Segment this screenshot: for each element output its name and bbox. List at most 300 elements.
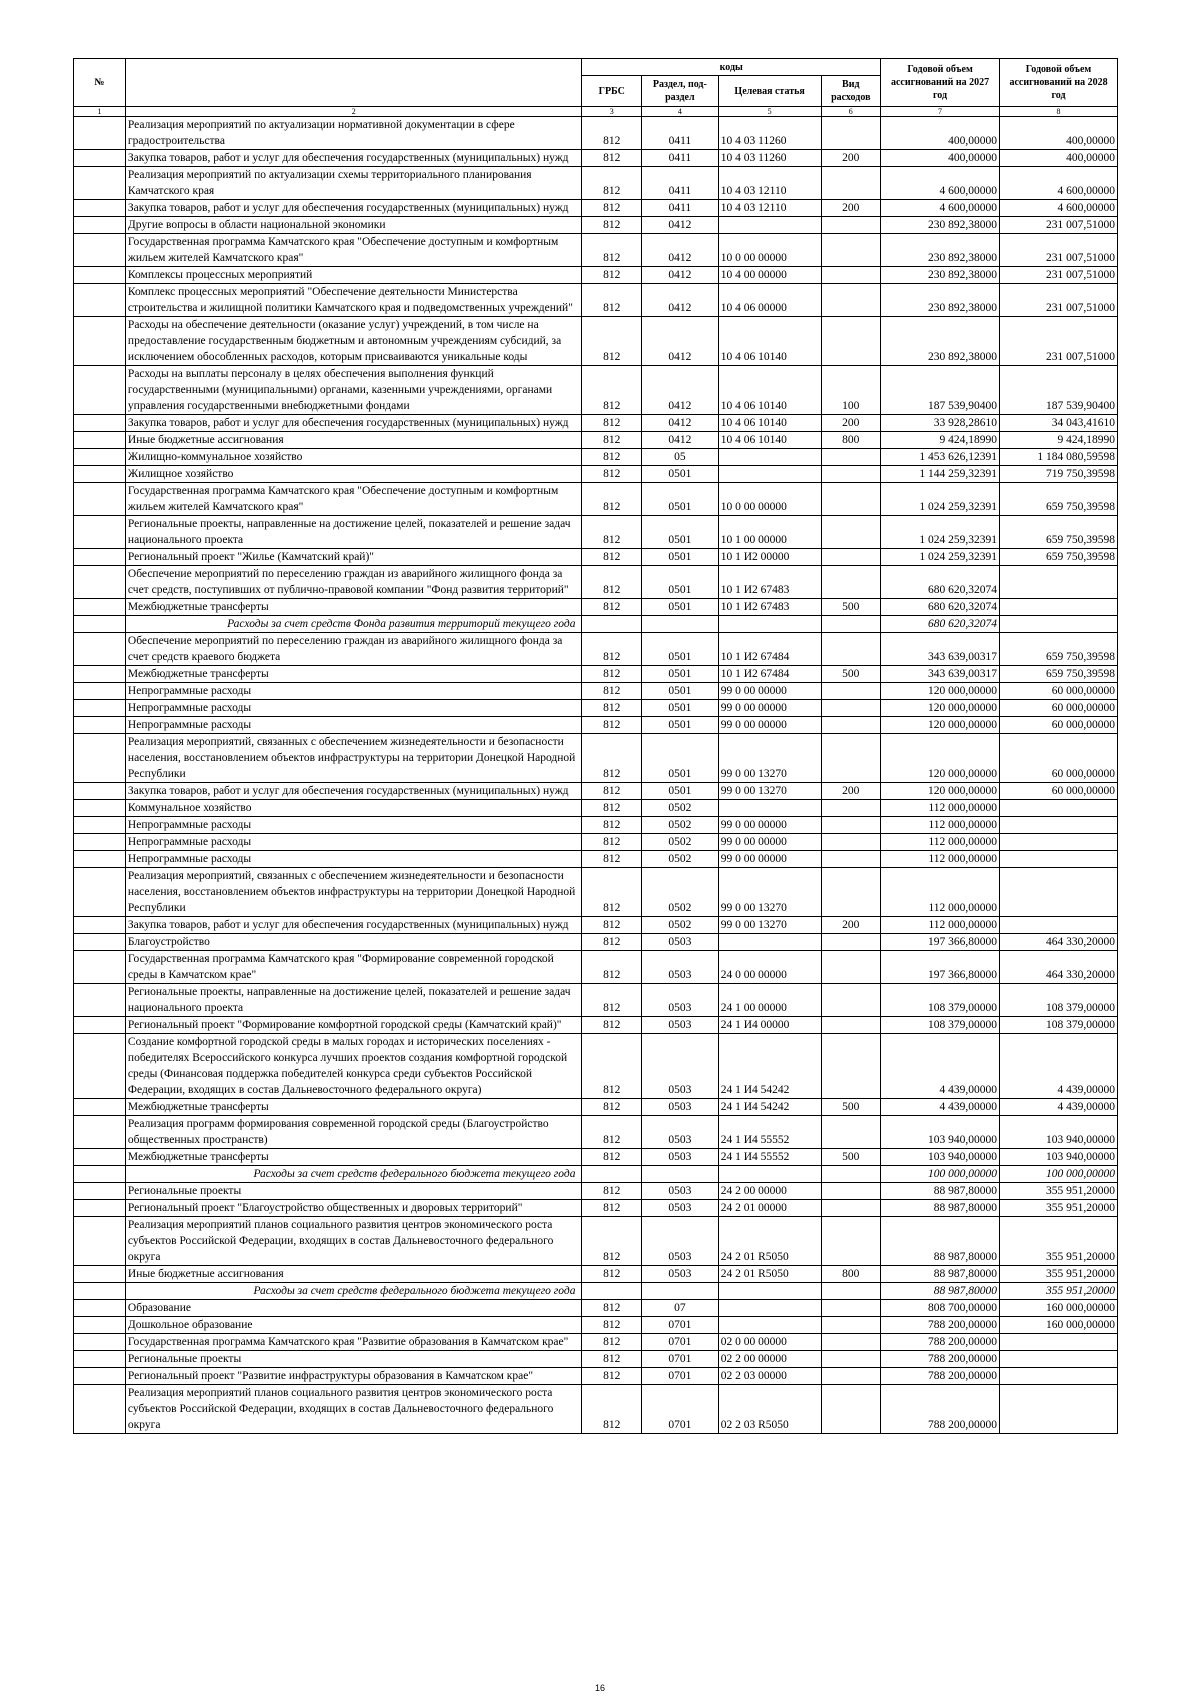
table-row [74,415,1118,432]
row-expense-type [821,1200,881,1217]
row-number [74,200,126,217]
row-amount-2027: 88 987,80000 [881,1266,1000,1283]
row-expense-type [821,700,881,717]
row-name: Государственная программа Камчатского края "Обеспечение доступным и комфортным жильем жителей Камчатского края" [125,483,582,516]
row-grbs: 812 [582,1149,642,1166]
row-section: 0412 [641,284,718,317]
row-number [74,1166,126,1183]
row-expense-type [821,516,881,549]
row-grbs: 812 [582,516,642,549]
row-amount-2027: 230 892,38000 [881,217,1000,234]
table-row [74,1116,1118,1149]
row-amount-2028: 1 184 080,59598 [1000,449,1118,466]
table-row [74,868,1118,917]
row-target-article [718,1300,821,1317]
row-amount-2027: 1 024 259,32391 [881,549,1000,566]
header-expense-type: Вид расходов [821,76,881,107]
row-name: Закупка товаров, работ и услуг для обеспечения государственных (муниципальных) нужд [125,415,582,432]
row-name: Жилищно-коммунальное хозяйство [125,449,582,466]
row-number [74,217,126,234]
row-amount-2028: 160 000,00000 [1000,1300,1118,1317]
row-expense-type: 200 [821,150,881,167]
row-amount-2027: 230 892,38000 [881,234,1000,267]
row-target-article: 24 1 00 00000 [718,984,821,1017]
row-name: Региональные проекты [125,1351,582,1368]
row-target-article: 24 1 И4 54242 [718,1099,821,1116]
column-number: 4 [641,107,718,117]
table-row [74,167,1118,200]
row-name: Региональные проекты, направленные на достижение целей, показателей и решение задач национального проекта [125,516,582,549]
row-name: Расходы на обеспечение деятельности (оказание услуг) учреждений, в том числе на предоставление государственным бюджетным и автономным учреждениям субсидий, за исключением обособленных расходов, которым присваиваются уникальные коды [125,317,582,366]
row-number [74,432,126,449]
row-number [74,616,126,633]
row-number [74,549,126,566]
row-section: 0412 [641,234,718,267]
row-target-article: 10 1 И2 67484 [718,666,821,683]
table-row [74,449,1118,466]
row-grbs: 812 [582,1034,642,1099]
row-number [74,234,126,267]
row-amount-2028: 60 000,00000 [1000,717,1118,734]
row-amount-2028 [1000,599,1118,616]
row-amount-2028: 34 043,41610 [1000,415,1118,432]
row-name: Государственная программа Камчатского края "Развитие образования в Камчатском крае" [125,1334,582,1351]
row-expense-type: 500 [821,1099,881,1116]
row-amount-2027: 400,00000 [881,150,1000,167]
row-target-article [718,934,821,951]
row-name: Непрограммные расходы [125,683,582,700]
row-amount-2027: 120 000,00000 [881,700,1000,717]
row-grbs: 812 [582,800,642,817]
row-amount-2027: 120 000,00000 [881,717,1000,734]
column-number: 5 [718,107,821,117]
row-number [74,466,126,483]
row-number [74,483,126,516]
row-number [74,783,126,800]
row-section: 0411 [641,117,718,150]
row-section: 0501 [641,734,718,783]
row-amount-2027: 120 000,00000 [881,683,1000,700]
row-grbs: 812 [582,666,642,683]
row-grbs: 812 [582,449,642,466]
row-expense-type: 500 [821,1149,881,1166]
row-expense-type [821,566,881,599]
row-number [74,150,126,167]
row-amount-2027: 108 379,00000 [881,1017,1000,1034]
row-target-article: 24 1 И4 00000 [718,1017,821,1034]
row-grbs: 812 [582,200,642,217]
row-name: Непрограммные расходы [125,717,582,734]
row-section: 0503 [641,934,718,951]
row-target-article: 24 1 И4 54242 [718,1034,821,1099]
row-section: 0701 [641,1368,718,1385]
row-section: 0501 [641,483,718,516]
row-grbs: 812 [582,1334,642,1351]
row-amount-2027: 788 200,00000 [881,1317,1000,1334]
row-amount-2028: 187 539,90400 [1000,366,1118,415]
table-note-row [74,1166,1118,1183]
table-row [74,800,1118,817]
row-amount-2028 [1000,800,1118,817]
row-grbs: 812 [582,267,642,284]
row-name: Жилищное хозяйство [125,466,582,483]
row-amount-2027: 197 366,80000 [881,951,1000,984]
row-section: 0503 [641,1183,718,1200]
row-target-article: 02 2 03 00000 [718,1368,821,1385]
table-row [74,483,1118,516]
row-amount-2028 [1000,1385,1118,1434]
row-name: Благоустройство [125,934,582,951]
row-number [74,516,126,549]
table-row [74,666,1118,683]
row-expense-type: 800 [821,1266,881,1283]
row-grbs [582,1166,642,1183]
table-row [74,1334,1118,1351]
table-row [74,1034,1118,1099]
row-number [74,734,126,783]
row-target-article: 99 0 00 00000 [718,851,821,868]
row-number [74,1099,126,1116]
table-row [74,917,1118,934]
table-row [74,217,1118,234]
row-name: Государственная программа Камчатского края "Формирование современной городской среды в Камчатском крае" [125,951,582,984]
table-row [74,951,1118,984]
row-name: Межбюджетные трансферты [125,599,582,616]
row-expense-type: 200 [821,200,881,217]
row-expense-type [821,1368,881,1385]
row-expense-type [821,483,881,516]
row-target-article: 10 4 03 11260 [718,150,821,167]
row-grbs: 812 [582,1317,642,1334]
row-target-article: 99 0 00 13270 [718,917,821,934]
row-target-article: 10 4 00 00000 [718,267,821,284]
row-target-article: 99 0 00 00000 [718,717,821,734]
row-amount-2027: 343 639,00317 [881,633,1000,666]
row-amount-2028: 60 000,00000 [1000,734,1118,783]
row-section [641,1283,718,1300]
row-amount-2028 [1000,834,1118,851]
row-expense-type [821,683,881,700]
row-amount-2028 [1000,817,1118,834]
table-row [74,549,1118,566]
row-grbs: 812 [582,1385,642,1434]
row-expense-type [821,449,881,466]
row-grbs: 812 [582,633,642,666]
row-target-article [718,1317,821,1334]
table-row [74,1183,1118,1200]
row-section: 0501 [641,700,718,717]
row-amount-2028 [1000,1334,1118,1351]
row-amount-2027: 112 000,00000 [881,817,1000,834]
row-section: 0501 [641,466,718,483]
table-row [74,1149,1118,1166]
row-target-article [718,1283,821,1300]
row-name: Образование [125,1300,582,1317]
column-number: 2 [125,107,582,117]
row-expense-type [821,734,881,783]
row-section: 0503 [641,1017,718,1034]
row-amount-2027: 103 940,00000 [881,1116,1000,1149]
row-amount-2028: 231 007,51000 [1000,217,1118,234]
row-section: 0412 [641,432,718,449]
row-number [74,1300,126,1317]
row-target-article [718,449,821,466]
table-row [74,851,1118,868]
row-name: Реализация мероприятий, связанных с обеспечением жизнедеятельности и безопасности населения, восстановлением объектов инфраструктуры на территории Донецкой Народной Республики [125,868,582,917]
row-name: Непрограммные расходы [125,700,582,717]
row-target-article: 99 0 00 13270 [718,783,821,800]
row-number [74,1034,126,1099]
row-expense-type [821,466,881,483]
row-expense-type [821,1116,881,1149]
table-row [74,700,1118,717]
row-amount-2028: 231 007,51000 [1000,234,1118,267]
row-name: Непрограммные расходы [125,817,582,834]
row-target-article: 99 0 00 00000 [718,834,821,851]
row-amount-2028 [1000,616,1118,633]
row-amount-2027: 4 439,00000 [881,1034,1000,1099]
row-number [74,800,126,817]
row-name: Региональные проекты [125,1183,582,1200]
row-target-article [718,1166,821,1183]
row-grbs: 812 [582,851,642,868]
row-amount-2028: 231 007,51000 [1000,267,1118,284]
row-number [74,1149,126,1166]
row-grbs: 812 [582,117,642,150]
row-grbs: 812 [582,1217,642,1266]
row-number [74,917,126,934]
budget-table [73,58,1118,1434]
row-expense-type [821,934,881,951]
table-row [74,284,1118,317]
row-number [74,1351,126,1368]
row-target-article: 10 1 И2 00000 [718,549,821,566]
row-grbs: 812 [582,984,642,1017]
row-section: 0503 [641,1149,718,1166]
table-note-row [74,616,1118,633]
row-grbs: 812 [582,150,642,167]
row-amount-2028: 659 750,39598 [1000,633,1118,666]
row-section: 0501 [641,549,718,566]
row-name: Коммунальное хозяйство [125,800,582,817]
row-expense-type [821,834,881,851]
row-number [74,267,126,284]
row-number [74,1317,126,1334]
row-grbs: 812 [582,734,642,783]
row-amount-2028: 659 750,39598 [1000,483,1118,516]
row-amount-2028: 4 439,00000 [1000,1099,1118,1116]
row-number [74,1116,126,1149]
row-amount-2028 [1000,851,1118,868]
header-year-2027: Годовой объем ассигнований на 2027 год [881,59,1000,107]
row-expense-type [821,717,881,734]
row-target-article: 10 4 03 11260 [718,117,821,150]
row-number [74,717,126,734]
row-section: 0412 [641,217,718,234]
row-amount-2028 [1000,868,1118,917]
row-name: Региональные проекты, направленные на достижение целей, показателей и решение задач национального проекта [125,984,582,1017]
row-section [641,1166,718,1183]
row-number [74,599,126,616]
column-number: 1 [74,107,126,117]
row-amount-2027: 808 700,00000 [881,1300,1000,1317]
row-number [74,1183,126,1200]
row-target-article: 10 4 06 10140 [718,366,821,415]
row-target-article: 24 2 00 00000 [718,1183,821,1200]
column-number: 8 [1000,107,1118,117]
row-target-article: 02 2 00 00000 [718,1351,821,1368]
table-row [74,150,1118,167]
table-row [74,633,1118,666]
row-grbs: 812 [582,868,642,917]
table-row [74,1351,1118,1368]
row-grbs: 812 [582,599,642,616]
table-row [74,200,1118,217]
row-name: Закупка товаров, работ и услуг для обеспечения государственных (муниципальных) нужд [125,783,582,800]
row-number [74,834,126,851]
row-name: Межбюджетные трансферты [125,666,582,683]
row-target-article: 10 4 03 12110 [718,200,821,217]
row-expense-type [821,1317,881,1334]
row-grbs: 812 [582,934,642,951]
row-grbs: 812 [582,1183,642,1200]
row-amount-2027: 680 620,32074 [881,599,1000,616]
row-number [74,817,126,834]
row-target-article: 02 2 03 R5050 [718,1385,821,1434]
row-expense-type [821,1283,881,1300]
table-row [74,1266,1118,1283]
row-number [74,566,126,599]
row-number [74,1266,126,1283]
header-name-empty [125,59,582,107]
row-amount-2028: 108 379,00000 [1000,984,1118,1017]
row-amount-2027: 230 892,38000 [881,284,1000,317]
table-row [74,1017,1118,1034]
row-name: Закупка товаров, работ и услуг для обеспечения государственных (муниципальных) нужд [125,917,582,934]
row-grbs: 812 [582,717,642,734]
row-grbs: 812 [582,366,642,415]
row-target-article [718,217,821,234]
row-section: 0701 [641,1334,718,1351]
row-target-article: 99 0 00 00000 [718,817,821,834]
row-target-article: 10 4 06 10140 [718,415,821,432]
row-grbs: 812 [582,483,642,516]
row-amount-2028: 60 000,00000 [1000,700,1118,717]
row-name: Непрограммные расходы [125,851,582,868]
header-section: Раздел, под-раздел [641,76,718,107]
row-amount-2027: 197 366,80000 [881,934,1000,951]
row-amount-2028: 231 007,51000 [1000,317,1118,366]
row-amount-2027: 108 379,00000 [881,984,1000,1017]
table-row [74,834,1118,851]
row-amount-2028: 231 007,51000 [1000,284,1118,317]
row-grbs: 812 [582,317,642,366]
row-expense-type [821,117,881,150]
row-section: 0501 [641,717,718,734]
row-expense-type: 200 [821,917,881,934]
row-grbs: 812 [582,834,642,851]
row-expense-type [821,868,881,917]
row-amount-2027: 88 987,80000 [881,1217,1000,1266]
row-amount-2027: 788 200,00000 [881,1368,1000,1385]
row-number [74,951,126,984]
row-name: Региональный проект "Формирование комфортной городской среды (Камчатский край)" [125,1017,582,1034]
row-amount-2027: 1 453 626,12391 [881,449,1000,466]
row-amount-2028: 355 951,20000 [1000,1217,1118,1266]
row-expense-type [821,951,881,984]
row-amount-2028: 160 000,00000 [1000,1317,1118,1334]
row-expense-type [821,1385,881,1434]
row-name: Обеспечение мероприятий по переселению граждан из аварийного жилищного фонда за счет средств, поступивших от публично-правовой компании "Фонд развития территорий" [125,566,582,599]
row-section: 0412 [641,317,718,366]
row-grbs: 812 [582,217,642,234]
row-amount-2027: 112 000,00000 [881,917,1000,934]
row-section: 0701 [641,1351,718,1368]
row-amount-2027: 1 024 259,32391 [881,516,1000,549]
row-name: Реализация программ формирования современной городской среды (Благоустройство общественных пространств) [125,1116,582,1149]
row-target-article: 10 4 06 00000 [718,284,821,317]
row-amount-2027: 100 000,00000 [881,1166,1000,1183]
row-section: 0502 [641,800,718,817]
row-amount-2028: 9 424,18990 [1000,432,1118,449]
row-target-article: 10 4 06 10140 [718,432,821,449]
row-expense-type [821,1334,881,1351]
table-row [74,683,1118,700]
row-expense-type: 500 [821,599,881,616]
column-number-row [74,107,1118,117]
row-name: Региональный проект "Жилье (Камчатский край)" [125,549,582,566]
row-grbs: 812 [582,783,642,800]
row-expense-type [821,1351,881,1368]
table-row [74,783,1118,800]
row-amount-2027: 4 600,00000 [881,200,1000,217]
row-target-article: 24 2 01 R5050 [718,1266,821,1283]
row-amount-2028: 659 750,39598 [1000,549,1118,566]
row-target-article: 10 4 06 10140 [718,317,821,366]
row-target-article: 02 0 00 00000 [718,1334,821,1351]
row-amount-2028: 355 951,20000 [1000,1266,1118,1283]
row-name: Иные бюджетные ассигнования [125,1266,582,1283]
row-section: 0412 [641,366,718,415]
row-number [74,700,126,717]
row-section: 0412 [641,415,718,432]
table-row [74,717,1118,734]
row-amount-2028: 355 951,20000 [1000,1200,1118,1217]
row-amount-2027: 1 144 259,32391 [881,466,1000,483]
row-amount-2027: 1 024 259,32391 [881,483,1000,516]
row-section: 0501 [641,633,718,666]
row-section: 0503 [641,1116,718,1149]
row-amount-2028 [1000,917,1118,934]
row-amount-2027: 343 639,00317 [881,666,1000,683]
row-name: Реализация мероприятий по актуализации схемы территориального планирования Камчатского края [125,167,582,200]
row-section: 0502 [641,917,718,934]
row-amount-2027: 112 000,00000 [881,868,1000,917]
row-number [74,984,126,1017]
row-amount-2028: 60 000,00000 [1000,683,1118,700]
row-section: 0501 [641,683,718,700]
row-name: Межбюджетные трансферты [125,1099,582,1116]
row-number [74,868,126,917]
row-number [74,1283,126,1300]
row-grbs: 812 [582,700,642,717]
row-expense-type: 200 [821,783,881,800]
row-name: Комплексы процессных мероприятий [125,267,582,284]
header-grbs: ГРБС [582,76,642,107]
row-name: Межбюджетные трансферты [125,1149,582,1166]
row-number [74,415,126,432]
row-amount-2028 [1000,1368,1118,1385]
